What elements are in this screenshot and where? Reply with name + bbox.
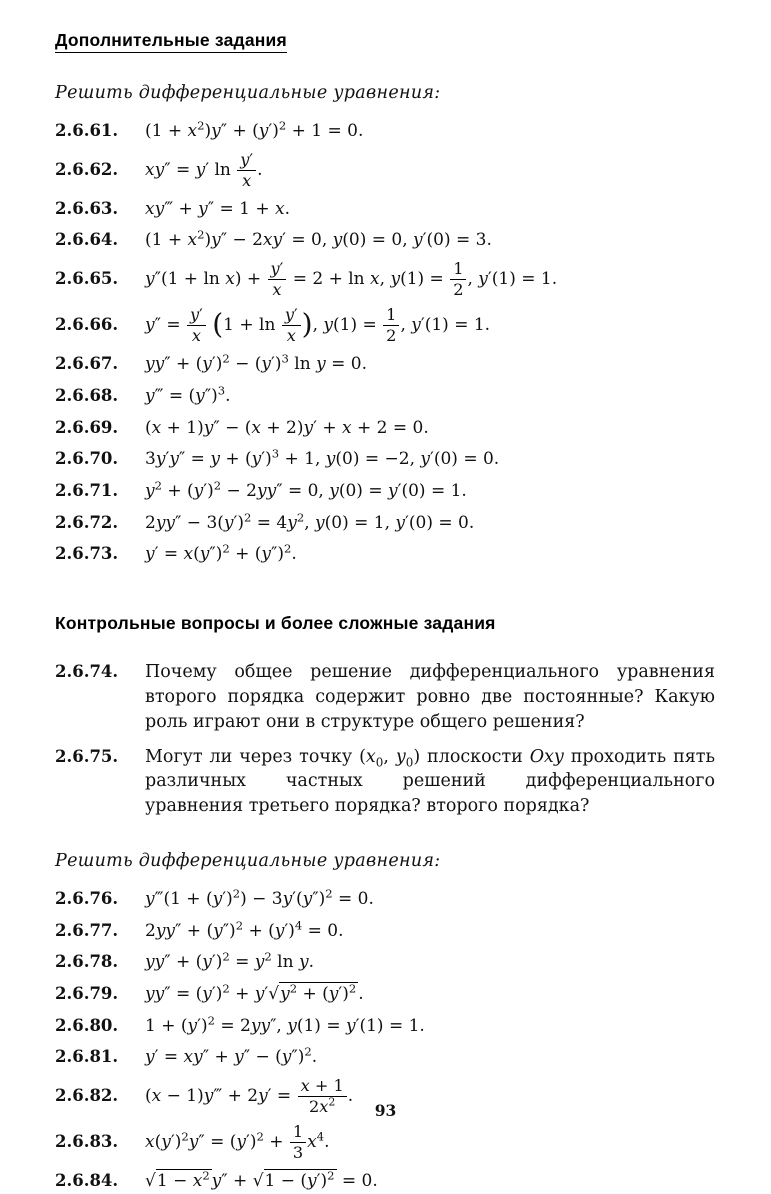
problem-number: 2.6.64. (55, 230, 119, 250)
problem-row (55, 479, 719, 504)
problem-row (55, 119, 719, 144)
problem-formula: $y^2 + (y')^2 - 2yy'' = 0$, y(0) = y′(0) = 1. (145, 478, 467, 502)
instruction-solve-equations-1: Решить дифференциальные уравнения: (55, 83, 441, 103)
page-number: 93 (374, 1101, 397, 1120)
question-number: 2.6.75. (55, 746, 119, 766)
problem-formula: $yy'' + (y')^2 = y^2$ ln y. (145, 949, 314, 973)
problem-formula: $(1 + x^2)y'' + (y')^2 + 1 = 0$. (145, 118, 364, 141)
question-text: Почему общее решение дифференциального уравнения второго порядка содержит ровно две постоянные? Какую роль играют они в структуре общего решения? (145, 661, 715, 732)
problem-row (55, 1123, 719, 1162)
problem-number: 2.6.69. (55, 417, 119, 437)
problem-number: 2.6.79. (55, 983, 119, 1003)
problem-formula: xy‴ + y″ = 1 + x. (145, 198, 290, 219)
problem-number: 2.6.61. (55, 121, 119, 140)
problem-formula: y‴(1 + $(y')^2) - 3y'(y'')^2 = 0$. (145, 886, 374, 910)
problem-formula: $x(y')^2y'' = (y')^2$ + $\frac{1}{3}$ $x^4$. (145, 1122, 330, 1163)
problem-row (55, 1169, 719, 1194)
problem-row (55, 197, 719, 222)
question-text: Могут ли через точку ($x_0$, $y_0$) плоскости Oxy проходить пять различных частных решений дифференциального уравнения третьего порядка? второго порядка? (145, 746, 715, 817)
problem-row (55, 919, 719, 944)
problem-number: 2.6.83. (55, 1132, 119, 1152)
problem-formula: $y' = x(y'')^2 + (y'')^2$. (145, 541, 297, 565)
problem-number: 2.6.77. (55, 920, 119, 940)
problem-number: 2.6.68. (55, 386, 119, 406)
section-heading-control-questions: Контрольные вопросы и более сложные задания (55, 612, 496, 633)
problem-row (55, 447, 719, 472)
problem-row (55, 228, 719, 253)
problem-formula: $√1 - x^2$ $y'' + √1 - (y')^2 = 0$. (145, 1168, 378, 1192)
question-list (55, 660, 719, 819)
problem-row (55, 1045, 719, 1070)
problem-row (55, 1014, 719, 1039)
problem-formula: $(1 + x^2)y'' - 2xy' = 0$, y(0) = 0, y′(0) = 3. (145, 227, 492, 251)
problem-row (55, 151, 719, 190)
problem-number: 2.6.80. (55, 1015, 119, 1035)
problem-row (55, 950, 719, 975)
problem-row (55, 982, 719, 1007)
question-row (55, 660, 719, 735)
problem-row (55, 352, 719, 377)
problem-number: 2.6.82. (55, 1085, 119, 1105)
problem-formula: xy″ = y′ ln $\frac{y'}{x}$ . (145, 149, 263, 190)
problem-formula: $2yy'' + (y'')^2 + (y')^4 = 0$. (145, 918, 344, 941)
problem-number: 2.6.81. (55, 1047, 119, 1067)
problem-number: 2.6.72. (55, 512, 119, 532)
problem-row (55, 542, 719, 567)
section-heading-additional-tasks-text: Дополнительные задания (55, 30, 287, 53)
problem-formula: $y' = xy'' + y'' - (y'')^2$. (145, 1044, 318, 1068)
problem-formula: $1 + (y')^2 = 2yy''$, y(1) = y′(1) = 1. (145, 1012, 425, 1036)
problem-number: 2.6.73. (55, 544, 119, 564)
question-number: 2.6.74. (55, 661, 119, 681)
problem-formula: y‴ = $(y'')^3$. (145, 383, 231, 407)
problem-row (55, 306, 719, 345)
problem-row (55, 384, 719, 409)
problem-row (55, 511, 719, 536)
instruction-solve-equations-2: Решить дифференциальные уравнения: (55, 851, 441, 872)
problem-formula: $yy'' + (y')^2 - (y')^3$ ln y = 0. (145, 351, 367, 375)
problem-number: 2.6.78. (55, 952, 119, 972)
problem-formula: $3y'y'' = y + (y')^3 + 1$, y(0) = −2, y′(0) = 0. (145, 446, 500, 470)
problem-formula: $2yy'' - 3(y')^2 = 4y^2$, y(0) = 1, y′(0) = 0. (145, 510, 475, 533)
problem-number: 2.6.63. (55, 198, 119, 218)
problem-formula: $yy'' = (y')^2 + y'√y^2 + (y')^2$ . (145, 981, 364, 1004)
question-row (55, 745, 719, 820)
problem-list-1 (55, 119, 719, 567)
problem-list-2 (55, 887, 719, 1194)
problem-row (55, 260, 719, 299)
problem-number: 2.6.76. (55, 889, 119, 909)
problem-formula: (x − 1)y‴ + 2y′ = $\frac{x + 1}{2x^2}$ . (145, 1075, 354, 1116)
problem-number: 2.6.84. (55, 1171, 119, 1191)
problem-number: 2.6.71. (55, 481, 119, 501)
problem-number: 2.6.67. (55, 354, 119, 374)
problem-number: 2.6.65. (55, 269, 119, 289)
problem-row (55, 416, 719, 441)
section-heading-additional-tasks (55, 30, 719, 51)
problem-row (55, 887, 719, 912)
problem-number: 2.6.66. (55, 315, 119, 335)
problem-formula: y″ = $\frac{y'}{x}$ (1 + ln $\frac{y'}{x}$ ), y(1) = $\frac{1}{2}$ , y′(1) = 1. (145, 305, 491, 346)
problem-number: 2.6.70. (55, 449, 119, 469)
problem-formula: (x + 1)y″ − (x + 2)y′ + x + 2 = 0. (145, 417, 429, 438)
problem-number: 2.6.62. (55, 159, 119, 179)
problem-formula: y″(1 + ln x) + $\frac{y'}{x}$ = 2 + ln x, y(1) = $\frac{1}{2}$ , y′(1) = 1. (145, 259, 558, 300)
